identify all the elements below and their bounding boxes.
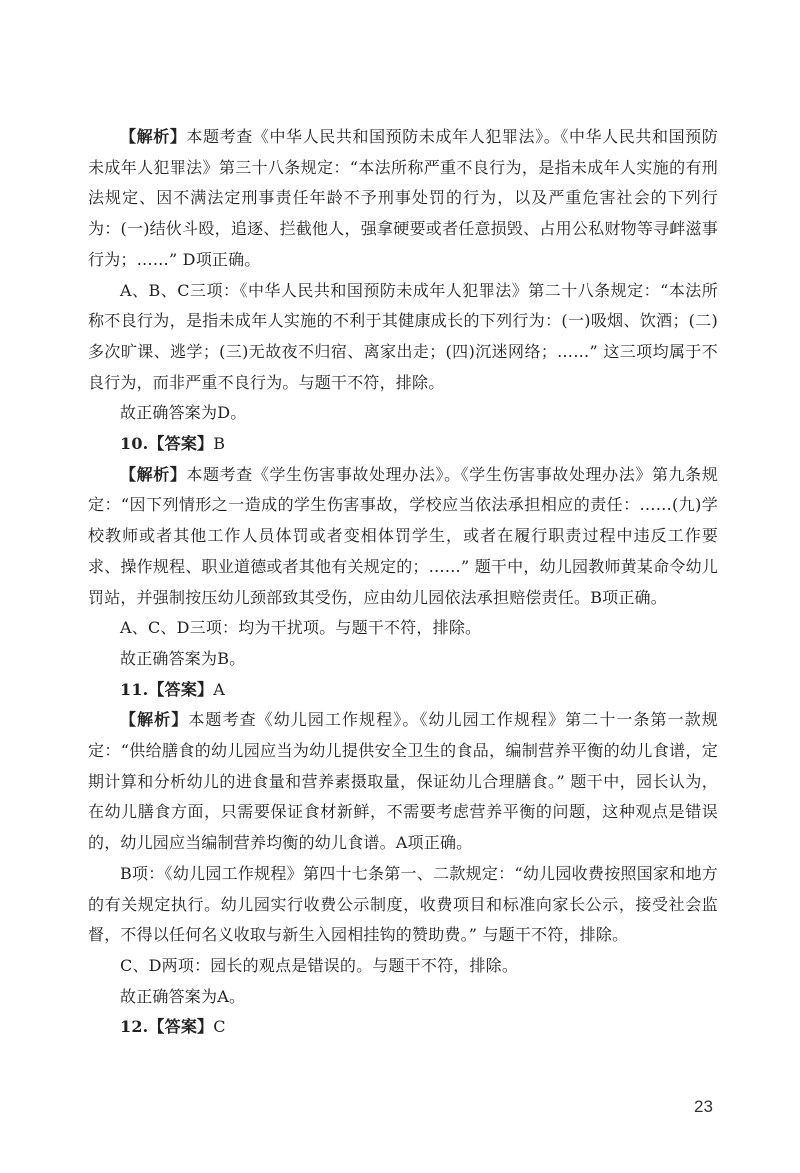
paragraph-11 (88, 951, 718, 982)
paragraph-2-text: A、B、C三项：《中华人民共和国预防未成年人犯罪法》第二十八条规定：“本法所称不良行为，是指未成年人实施的不利于其健康成长的下列行为：(一)吸烟、饮酒；(二)多次旷课、逃学；(三)无故夜不归宿、离家出走；(四)沉迷网络；……” 这三项均属于不良行为，而非严重不良行为。与题干不符，排除。 (88, 280, 718, 392)
question-12-answer-label: 12.【答案】 (120, 1017, 214, 1037)
paragraph-3 (88, 398, 718, 429)
paragraph-5-label: 【解析】 (120, 464, 187, 484)
paragraph-2 (88, 276, 718, 399)
paragraph-7-text: 故正确答案为B。 (120, 648, 246, 668)
paragraph-1 (88, 122, 718, 276)
paragraph-1-text: 本题考查《中华人民共和国预防未成年人犯罪法》。《中华人民共和国预防未成年人犯罪法》第三十八条规定：“本法所称严重不良行为，是指未成年人实施的有刑法规定、因不满法定刑事责任年龄不予刑事处罚的行为，以及严重危害社会的下列行为：(一)结伙斗殴，追逐、拦截他人，强拿硬要或者任意损毁、占用公私财物等寻衅滋事行为；……” D项正确。 (88, 127, 718, 269)
question-10-answer-label: 10.【答案】 (120, 434, 214, 454)
paragraph-7 (88, 644, 718, 675)
question-11-answer (88, 675, 718, 706)
paragraph-12 (88, 982, 718, 1013)
paragraph-10 (88, 859, 718, 951)
paragraph-5-text: 本题考查《学生伤害事故处理办法》。《学生伤害事故处理办法》第九条规定：“因下列情形之一造成的学生伤害事故，学校应当依法承担相应的责任：……(九)学校教师或者其他工作人员体罚或者变相体罚学生，或者在履行职责过程中违反工作要求、操作规程、职业道德或者其他有关规定的；……” 题干中，幼儿园教师黄某命令幼儿罚站，并强制按压幼儿颈部致其受伤，应由幼儿园依法承担赔偿责任。B项正确。 (88, 464, 718, 607)
paragraph-10-text: B项：《幼儿园工作规程》第四十七条第一、二款规定：“幼儿园收费按照国家和地方的有关规定执行。幼儿园实行收费公示制度，收费项目和标准向家长公示，接受社会监督，不得以任何名义收取与新生入园相挂钩的赞助费。” 与题干不符，排除。 (88, 863, 718, 945)
paragraph-9-label: 【解析】 (120, 710, 189, 730)
paragraph-9 (88, 705, 718, 859)
paragraph-12-text: 故正确答案为A。 (120, 986, 246, 1006)
question-10-answer-value: B (213, 434, 226, 454)
question-10-answer (88, 429, 718, 460)
page-number: 23 (694, 1097, 713, 1116)
paragraph-6 (88, 613, 718, 644)
paragraph-11-text: C、D两项：园长的观点是错误的。与题干不符，排除。 (120, 955, 519, 975)
paragraph-1-label: 【解析】 (120, 127, 187, 146)
paragraph-5 (88, 460, 718, 614)
paragraph-9-text: 本题考查《幼儿园工作规程》。《幼儿园工作规程》第二十一条第一款规定：“供给膳食的幼儿园应当为幼儿提供安全卫生的食品，编制营养平衡的幼儿食谱，定期计算和分析幼儿的进食量和营养素摄取量，保证幼儿合理膳食。” 题干中，园长认为，在幼儿膳食方面，只需要保证食材新鲜，不需要考虑营养平衡的问题，这种观点是错误的，幼儿园应当编制营养均衡的幼儿食谱。A项正确。 (88, 710, 718, 853)
paragraph-3-text: 故正确答案为D。 (120, 403, 247, 423)
question-12-answer (88, 1012, 718, 1043)
question-11-answer-value: A (213, 679, 226, 699)
question-12-answer-value: C (213, 1017, 226, 1037)
paragraph-6-text: A、C、D三项：均为干扰项。与题干不符，排除。 (120, 618, 482, 638)
answer-explanation-content (88, 122, 718, 1043)
question-11-answer-label: 11.【答案】 (120, 679, 214, 699)
